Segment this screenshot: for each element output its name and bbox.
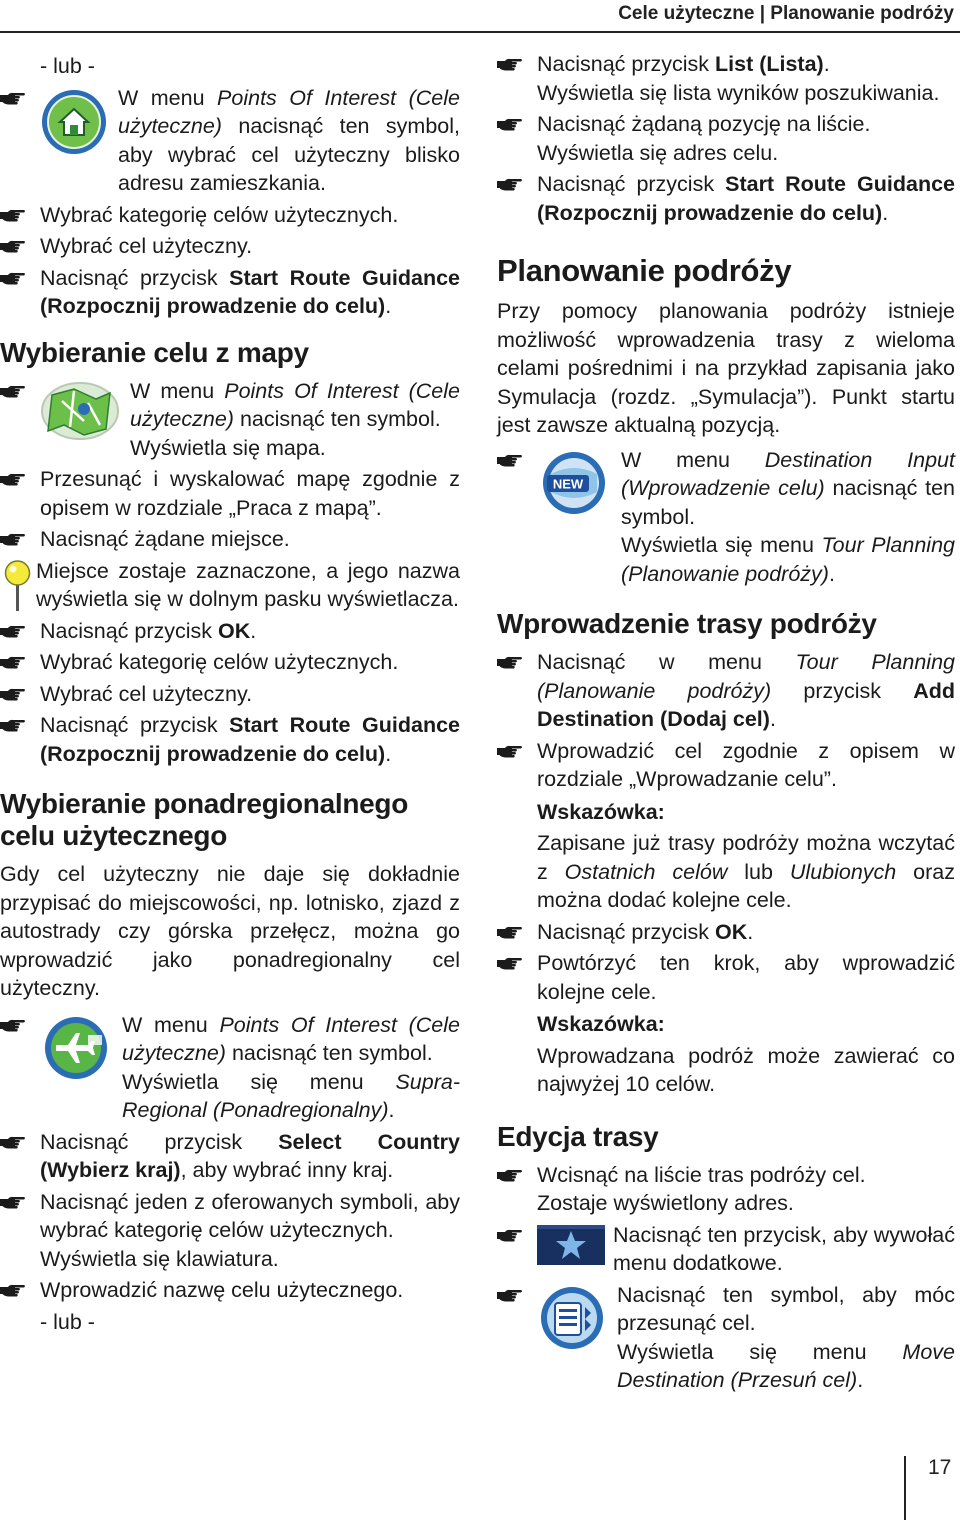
or-separator: - lub - xyxy=(40,1309,95,1334)
home-poi-step xyxy=(0,84,460,198)
pointing-hand-icon xyxy=(0,384,26,398)
pointing-hand-icon xyxy=(0,532,26,546)
map-step-menu-name: Points Of Interest (Cele użyteczne) xyxy=(130,378,460,431)
step-choose-category-2: Wybrać kategorię celów użytecznych. xyxy=(0,648,460,677)
destination-input-menu-name: Destination Input (Wprowadzenie celu) xyxy=(621,447,955,500)
new-destination-step: NEW W menu Destination Input (Wprowadzenie celu) nacisnąć ten symbol. Wyświetla się menu Tour Planning (Planowanie podróży). xyxy=(497,446,955,589)
pointing-hand-icon xyxy=(0,208,26,222)
step-press-symbol: Nacisnąć jeden z oferowanych symboli, aby wybrać kategorię celów użytecznych. Wyświetla się klawiatura. xyxy=(0,1188,460,1274)
step-enter-name: Wprowadzić nazwę celu użytecznego. xyxy=(0,1276,460,1305)
supra-regional-menu-name: Supra-Regional (Ponadregionalny) xyxy=(122,1069,460,1122)
ok-label: OK xyxy=(218,618,251,643)
step-pick-item: Nacisnąć żądaną pozycję na liście. Wyświetla się adres celu. xyxy=(497,110,955,167)
step-choose-poi: Wybrać cel użyteczny. xyxy=(0,232,460,261)
step-enter-destination: Wprowadzić cel zgodnie z opisem w rozdziale „Wprowadzanie celu”. xyxy=(497,737,955,794)
hint-text-1: Zapisane już trasy podróży można wczytać z Ostatnich celów lub Ulubionych oraz można dodać kolejne cele. xyxy=(537,831,955,912)
pointing-hand-icon xyxy=(0,655,26,669)
pointing-hand-icon xyxy=(497,177,523,191)
page-number-divider xyxy=(904,1456,906,1520)
home-step-text-2: nacisnąć ten symbol, aby wybrać cel użyteczny blisko adresu zamieszkania. xyxy=(118,114,460,195)
new-destination-icon[interactable] xyxy=(537,450,611,516)
step-choose-category: Wybrać kategorię celów użytecznych. xyxy=(0,201,460,230)
header-divider xyxy=(0,31,960,33)
pointing-hand-icon xyxy=(0,91,26,105)
pointing-hand-icon xyxy=(497,655,523,669)
pointing-hand-icon xyxy=(497,117,523,131)
home-step-text-1: W menu xyxy=(118,85,218,110)
section-heading-edit-route: Edycja trasy xyxy=(497,1120,659,1152)
step-start-guidance-3: Nacisnąć przycisk Start Route Guidance (Rozpocznij prowadzenie do celu). xyxy=(497,170,955,227)
airport-poi-icon[interactable] xyxy=(40,1015,112,1081)
move-destination-step: Nacisnąć ten symbol, aby móc przesunąć cel. Wyświetla się menu Move Destination (Przesuń cel). xyxy=(497,1281,955,1395)
pointing-hand-icon xyxy=(497,1168,523,1182)
map-pin-icon xyxy=(0,559,36,613)
step-add-destination: Nacisnąć w menu Tour Planning (Planowanie podróży) przycisk Add Destination (Dodaj cel). xyxy=(497,648,955,734)
page-header: Cele użyteczne | Planowanie podróży xyxy=(618,3,954,24)
select-country-label: Select Country (Wybierz kraj) xyxy=(40,1129,460,1182)
step-choose-poi-2: Wybrać cel użyteczny. xyxy=(0,680,460,709)
pointing-hand-icon xyxy=(0,1018,26,1032)
step-move-map: Przesunąć i wyskalować mapę zgodnie z opisem w rozdziale „Praca z mapą”. xyxy=(0,465,460,522)
pointing-hand-icon xyxy=(0,1135,26,1149)
hint-title-1: Wskazówka: xyxy=(537,799,665,824)
start-route-guidance-label: Start Route Guidance (Rozpocznij prowadzenie do celu) xyxy=(537,172,956,225)
supra-step-menu-name: Points Of Interest (Cele użyteczne) xyxy=(122,1012,460,1065)
map-poi-step: W menu Points Of Interest (Cele użyteczne) nacisnąć ten symbol. Wyświetla się mapa. xyxy=(0,377,460,463)
step-tap-destination: Wcisnąć na liście tras podróży cel. Zostaje wyświetlony adres. xyxy=(497,1161,955,1218)
map-poi-icon[interactable] xyxy=(40,381,120,441)
pointing-hand-icon xyxy=(497,1228,523,1242)
start-route-guidance-label: Start Route Guidance (Rozpocznij prowadzenie do celu) xyxy=(40,713,461,766)
step-start-guidance: Nacisnąć przycisk Start Route Guidance (Rozpocznij prowadzenie do celu). xyxy=(0,264,460,321)
pointing-hand-icon xyxy=(0,687,26,701)
pointing-hand-icon xyxy=(497,925,523,939)
step-press-list: Nacisnąć przycisk List (Lista). Wyświetla się lista wyników poszukiwania. xyxy=(497,50,955,107)
step-press-ok-2: Nacisnąć przycisk OK. xyxy=(497,918,955,947)
pointing-hand-icon xyxy=(0,472,26,486)
section-heading-tour-planning: Planowanie podróży xyxy=(497,253,792,288)
hint-title-2: Wskazówka: xyxy=(537,1012,665,1036)
pointing-hand-icon xyxy=(0,271,26,285)
pointing-hand-icon xyxy=(0,624,26,638)
pointing-hand-icon xyxy=(497,744,523,758)
pin-note: Miejsce zostaje zaznaczone, a jego nazwa wyświetla się w dolnym pasku wyświetlacza. xyxy=(0,557,460,614)
or-separator: - lub - xyxy=(40,54,95,78)
section-heading-map: Wybieranie celu z mapy xyxy=(0,336,309,368)
step-select-country: Nacisnąć przycisk Select Country (Wybierz kraj), aby wybrać inny kraj. xyxy=(0,1128,460,1185)
add-destination-label: Add Destination (Dodaj cel) xyxy=(537,678,955,731)
step-press-place: Nacisnąć żądane miejsce. xyxy=(0,525,460,554)
pointing-hand-icon xyxy=(0,718,26,732)
home-step-menu-name: Points Of Interest (Cele użyteczne) xyxy=(118,85,460,138)
step-start-guidance-2: Nacisnąć przycisk Start Route Guidance (Rozpocznij prowadzenie do celu). xyxy=(0,711,460,768)
start-route-guidance-label: Start Route Guidance (Rozpocznij prowadzenie do celu) xyxy=(40,265,461,318)
ok-label: OK xyxy=(715,919,748,944)
pointing-hand-icon xyxy=(0,1283,26,1297)
move-destination-icon[interactable] xyxy=(537,1285,607,1351)
pointing-hand-icon xyxy=(497,1288,523,1302)
pointing-hand-icon xyxy=(497,57,523,71)
star-menu-step: Nacisnąć ten przycisk, aby wywołać menu dodatkowe. xyxy=(497,1221,955,1278)
new-badge-text: NEW xyxy=(552,476,584,491)
list-label: List (Lista) xyxy=(715,52,824,76)
star-menu-icon[interactable] xyxy=(537,1225,605,1265)
tour-planning-paragraph: Przy pomocy planowania podróży istnieje możliwość wprowadzenia trasy z wieloma celami pośrednimi i na przykład zapisania jako Symulacja (rozdz. „Symulacja”). Punkt startu jest zawsze aktualną pozycją. xyxy=(497,299,955,437)
section-heading-route-input: Wprowadzenie trasy podróży xyxy=(497,608,877,639)
pointing-hand-icon xyxy=(497,956,523,970)
right-column xyxy=(497,50,955,1398)
move-destination-menu-name: Move Destination (Przesuń cel) xyxy=(617,1339,955,1392)
page-number: 17 xyxy=(928,1456,952,1479)
home-poi-icon[interactable] xyxy=(40,88,108,156)
step-repeat: Powtórzyć ten krok, aby wprowadzić kolejne cele. xyxy=(497,949,955,1006)
pointing-hand-icon xyxy=(497,453,523,467)
airport-poi-step: W menu Points Of Interest (Cele użyteczne) nacisnąć ten symbol. Wyświetla się menu Supra-Regional (Ponadregionalny). xyxy=(0,1011,460,1125)
hint-text-2: Wprowadzana podróż może zawierać co najwyżej 10 celów. xyxy=(537,1043,955,1096)
step-press-ok: Nacisnąć przycisk OK. xyxy=(0,617,460,646)
tour-planning-menu-name: Tour Planning (Planowanie podróży) xyxy=(621,533,955,586)
supra-regional-paragraph: Gdy cel użyteczny nie daje się dokładnie przypisać do miejscowości, np. lotnisko, zjazd z autostrady czy górska przełęcz, można go wprowadzić jako ponadregionalny cel użyteczny. xyxy=(0,862,460,1000)
map-step-result: Wyświetla się mapa. xyxy=(130,435,326,460)
pointing-hand-icon xyxy=(0,239,26,253)
section-heading-supra-regional: Wybieranie ponadregionalnego celu użytecznego xyxy=(0,788,409,851)
pointing-hand-icon xyxy=(0,1195,26,1209)
left-column xyxy=(0,50,460,1339)
